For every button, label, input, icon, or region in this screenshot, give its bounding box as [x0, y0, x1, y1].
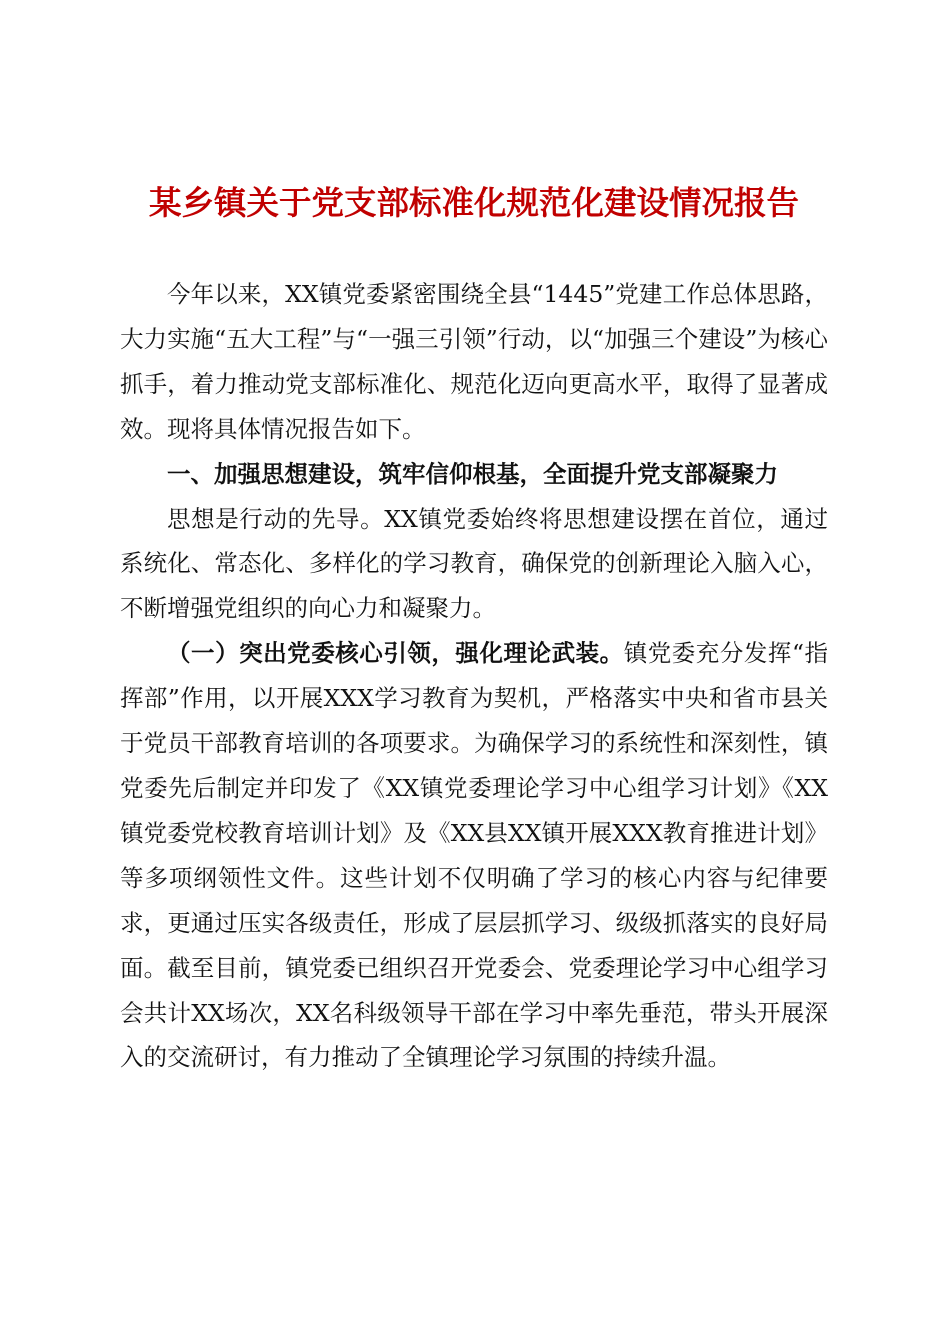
- document-title: 某乡镇关于党支部标准化规范化建设情况报告: [148, 183, 799, 222]
- section-heading: 一、加强思想建设，筑牢信仰根基，全面提升党支部凝聚力: [167, 459, 778, 488]
- document-body: [120, 178, 828, 1080]
- subsection-body: 镇党委充分发挥“指挥部”作用，以开展XXX学习教育为契机，严格落实中央和省市县关于党员干部教育培训的各项要求。为确保学习的系统性和深刻性，镇党委先后制定并印发了《XX镇党委理论学习中心组学习计划》《XX镇党委党校教育培训计划》及《XX县XX镇开展XXX教育推进计划》等多项纲领性文件。这些计划不仅明确了学习的核心内容与纪律要求，更通过压实各级责任，形成了层层抓学习、级级抓落实的良好局面。截至目前，镇党委已组织召开党委会、党委理论学习中心组学习会共计XX场次，XX名科级领导干部在学习中率先垂范，带头开展深入的交流研讨，有力推动了全镇理论学习氛围的持续升温。: [120, 639, 829, 1072]
- intro-paragraph: 今年以来，XX镇党委紧密围绕全县“1445”党建工作总体思路，大力实施“五大工程”与“一强三引领”行动，以“加强三个建设”为核心抓手，着力推动党支部标准化、规范化迈向更高水平，取得了显著成效。现将具体情况报告如下。: [120, 280, 828, 443]
- subsection-paragraph: [120, 631, 828, 1080]
- section-paragraph: 思想是行动的先导。XX镇党委始终将思想建设摆在首位，通过系统化、常态化、多样化的学习教育，确保党的创新理论入脑入心，不断增强党组织的向心力和凝聚力。: [120, 504, 828, 623]
- subsection-lead: （一）突出党委核心引领，强化理论武装。: [167, 639, 624, 668]
